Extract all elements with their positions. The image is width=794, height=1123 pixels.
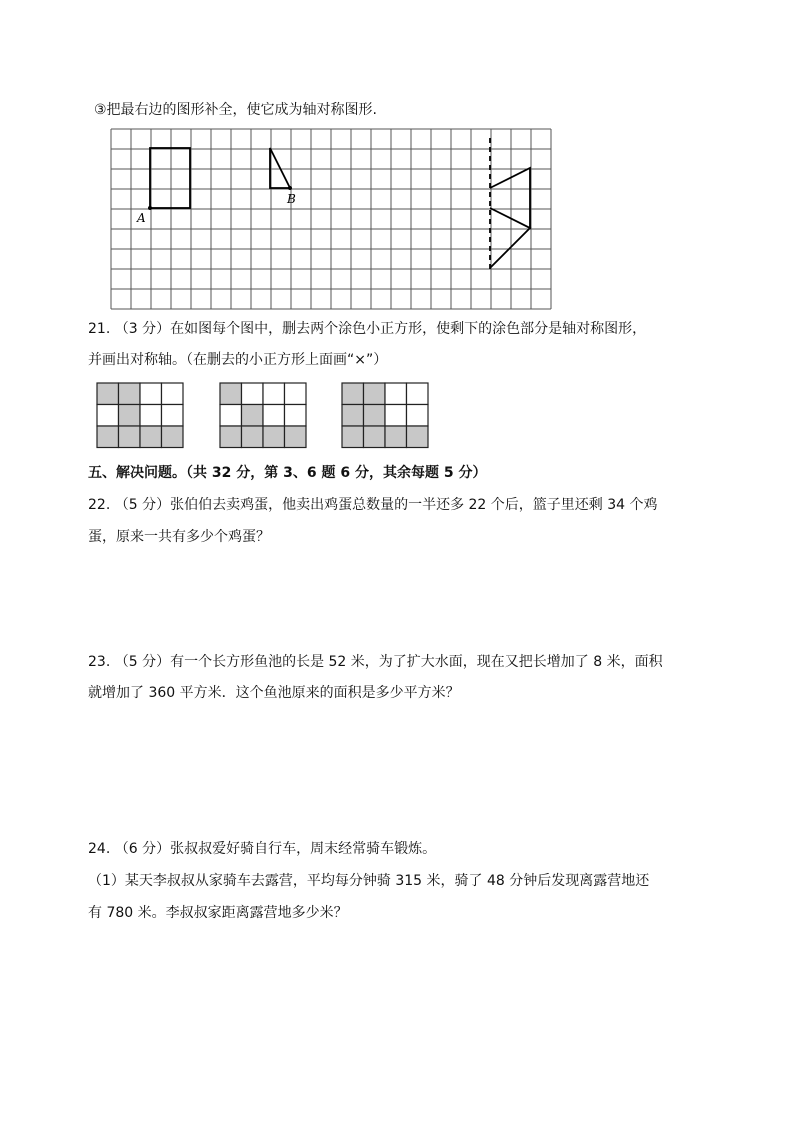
q22-line2: 蛋，原来一共有多少个鸡蛋？ — [88, 529, 270, 545]
point-a-dot — [148, 206, 152, 210]
blank-square — [385, 383, 407, 405]
shaded-square — [342, 383, 364, 405]
q21-line1: 21. （3 分）在如图每个图中，删去两个涂色小正方形，使剩下的涂色部分是轴对称图形， — [88, 321, 647, 337]
blank-square — [285, 405, 307, 427]
blank-square — [97, 405, 119, 427]
blank-square — [263, 383, 285, 405]
shaded-square — [220, 426, 242, 448]
shaded-square — [162, 426, 184, 448]
q23-line2: 就增加了 360 平方米．这个鱼池原来的面积是多少平方米？ — [88, 685, 460, 701]
shaded-square — [285, 426, 307, 448]
shaded-figure-1-svg — [96, 382, 184, 450]
shaded-figure-3-svg — [341, 382, 429, 450]
shaded-square — [263, 426, 285, 448]
blank-square — [162, 383, 184, 405]
grid-figure — [110, 128, 552, 314]
label-a: A — [137, 211, 146, 225]
shaded-square — [342, 405, 364, 427]
q23-line1: 23. （5 分）有一个长方形鱼池的长是 52 米，为了扩大水面，现在又把长增加了 8 米，面积 — [88, 654, 663, 670]
shaded-square — [242, 426, 264, 448]
triangle-shape — [270, 148, 290, 188]
shaded-square — [385, 426, 407, 448]
blank-square — [220, 405, 242, 427]
blank-square — [140, 383, 162, 405]
blank-square — [140, 405, 162, 427]
blank-square — [385, 405, 407, 427]
shaded-square — [364, 405, 386, 427]
blank-square — [242, 383, 264, 405]
shaded-square — [140, 426, 162, 448]
q21-line2: 并画出对称轴。（在删去的小正方形上面画“×”） — [88, 352, 388, 368]
shaded-square — [407, 426, 429, 448]
blank-square — [407, 383, 429, 405]
blank-square — [407, 405, 429, 427]
point-b-dot — [288, 186, 292, 190]
shaded-square — [119, 405, 141, 427]
section-5-heading: 五、解决问题。（共 32 分，第 3、6 题 6 分，其余每题 5 分） — [88, 465, 487, 481]
q22-line1: 22. （5 分）张伯伯去卖鸡蛋，他卖出鸡蛋总数量的一半还多 22 个后，篮子里还剩 34 个鸡 — [88, 497, 658, 513]
shaded-figure-2 — [219, 382, 307, 454]
blank-square — [162, 405, 184, 427]
shaded-square — [242, 405, 264, 427]
blank-square — [263, 405, 285, 427]
grid-svg — [110, 128, 552, 310]
shaded-figure-3 — [341, 382, 429, 454]
shaded-square — [119, 426, 141, 448]
shaded-square — [220, 383, 242, 405]
grid-lines — [111, 129, 551, 309]
rectangle-shape — [150, 148, 190, 208]
shaded-square — [119, 383, 141, 405]
blank-square — [285, 383, 307, 405]
zigzag-half-shape — [490, 168, 530, 268]
shaded-square — [364, 426, 386, 448]
q24-sub1-line1: （1）某天李叔叔从家骑车去露营，平均每分钟骑 315 米，骑了 48 分钟后发现离露营地还 — [88, 873, 650, 889]
shaded-figure-2-svg — [219, 382, 307, 450]
shaded-square — [97, 426, 119, 448]
shaded-square — [342, 426, 364, 448]
q20-sub3-text: ③把最右边的图形补全，使它成为轴对称图形. — [94, 102, 377, 118]
label-b: B — [287, 192, 296, 206]
shaded-figure-1 — [96, 382, 184, 454]
q24-line1: 24. （6 分）张叔叔爱好骑自行车，周末经常骑车锻炼。 — [88, 841, 437, 857]
shaded-square — [364, 383, 386, 405]
q24-sub1-line2: 有 780 米。李叔叔家距离露营地多少米？ — [88, 905, 348, 921]
shaded-square — [97, 383, 119, 405]
